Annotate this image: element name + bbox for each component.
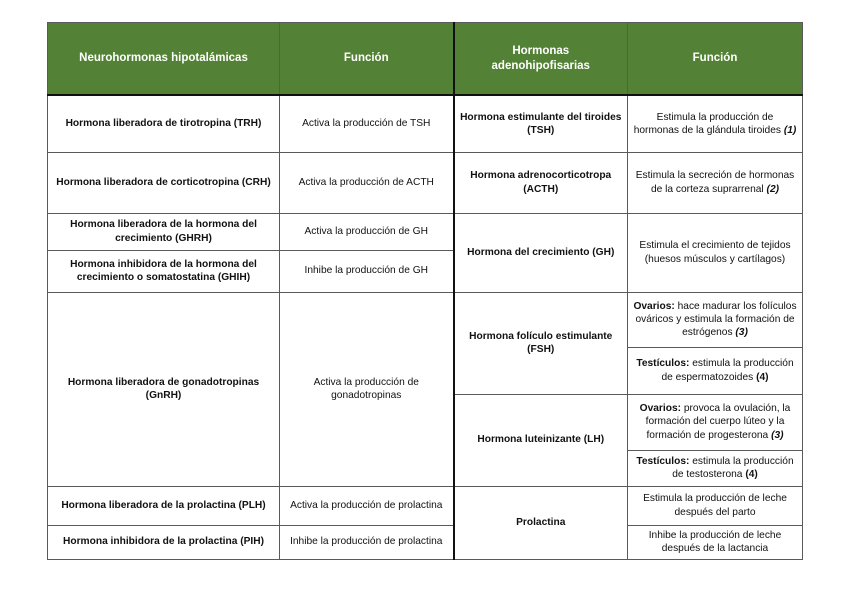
ghih-function: Inhibe la producción de GH (280, 250, 454, 292)
lh-ovarios-label: Ovarios: (639, 403, 682, 415)
fsh-ovarios-ref: (3) (735, 327, 748, 339)
ghrh-function: Activa la producción de GH (280, 213, 454, 250)
fsh-name: Hormona folículo estimulante (FSH) (454, 292, 628, 394)
tsh-name: Hormona estimulante del tiroides (TSH) (454, 95, 628, 152)
table-row (48, 152, 803, 213)
lh-testiculos-text: estimula la producción de testosterona (672, 455, 794, 480)
fsh-testiculos (628, 347, 803, 394)
header-row (48, 23, 803, 96)
fsh-ovarios (628, 292, 803, 347)
fsh-testiculos-label: Testículos: (636, 358, 690, 370)
lh-ovarios-ref: (3) (771, 429, 784, 441)
lh-name: Hormona luteinizante (LH) (454, 394, 628, 486)
table-row (48, 486, 803, 525)
gnrh-function: Activa la producción de gonadotropinas (280, 292, 454, 486)
fsh-ovarios-text: hace madurar los folículos ováricos y estimula la formación de estrógenos (635, 300, 797, 339)
crh-name: Hormona liberadora de corticotropina (CRH) (48, 152, 280, 213)
plh-function: Activa la producción de prolactina (280, 486, 454, 525)
fsh-testiculos-ref: (4) (756, 371, 769, 383)
prolactina-function-2: Inhibe la producción de leche después de la lactancia (628, 525, 803, 559)
lh-ovarios (628, 394, 803, 450)
trh-name: Hormona liberadora de tirotropina (TRH) (48, 95, 280, 152)
acth-function (628, 152, 803, 213)
gh-function: Estimula el crecimiento de tejidos (huesos músculos y cartílagos) (628, 213, 803, 292)
acth-ref: (2) (766, 183, 779, 195)
tsh-ref: (1) (783, 124, 797, 136)
header-funcion-1: Función (280, 23, 454, 96)
header-neurohormonas: Neurohormonas hipotalámicas (48, 23, 280, 96)
tsh-function (628, 95, 803, 152)
trh-function: Activa la producción de TSH (280, 95, 454, 152)
prolactina-name: Prolactina (454, 486, 628, 559)
table-row (48, 213, 803, 250)
acth-name: Hormona adrenocorticotropa (ACTH) (454, 152, 628, 213)
gnrh-name: Hormona liberadora de gonadotropinas (GnRH) (48, 292, 280, 486)
lh-ovarios-text: provoca la ovulación, la formación del cuerpo lúteo y la formación de progesterona (645, 403, 791, 441)
ghrh-name: Hormona liberadora de la hormona del crecimiento (GHRH) (48, 213, 280, 250)
crh-function: Activa la producción de ACTH (280, 152, 454, 213)
tsh-function-text: Estimula la producción de hormonas de la glándula tiroides (633, 111, 781, 136)
acth-function-text: Estimula la secreción de hormonas de la corteza suprarrenal (635, 170, 795, 195)
table-row (48, 95, 803, 152)
pih-name: Hormona inhibidora de la prolactina (PIH) (48, 525, 280, 559)
ghih-name: Hormona inhibidora de la hormona del crecimiento o somatostatina (GHIH) (48, 250, 280, 292)
table-row (48, 525, 803, 559)
fsh-testiculos-text: estimula la producción de espermatozoides (661, 358, 794, 383)
pih-function: Inhibe la producción de prolactina (280, 525, 454, 559)
plh-name: Hormona liberadora de la prolactina (PLH) (48, 486, 280, 525)
lh-testiculos-label: Testículos: (636, 455, 690, 467)
header-funcion-2: Función (628, 23, 803, 96)
header-adenohipofisarias: Hormonas adenohipofisarias (454, 23, 628, 96)
fsh-ovarios-label: Ovarios: (633, 300, 675, 312)
gh-name: Hormona del crecimiento (GH) (454, 213, 628, 292)
lh-testiculos (628, 450, 803, 486)
prolactina-function-1: Estimula la producción de leche después del parto (628, 486, 803, 525)
hormones-table (47, 22, 803, 560)
table-row (48, 292, 803, 347)
lh-testiculos-ref: (4) (745, 469, 758, 480)
